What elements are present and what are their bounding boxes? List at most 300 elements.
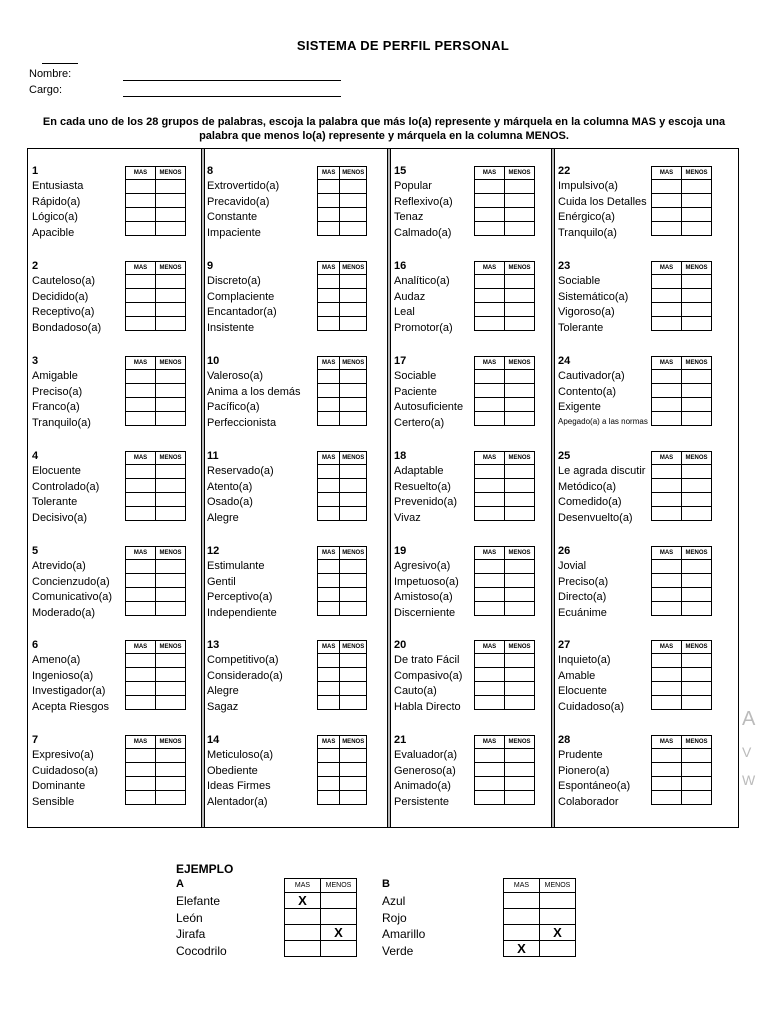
group-word: Cuida los Detalles: [558, 195, 647, 208]
mas-cell[interactable]: [126, 493, 156, 507]
word-group: [392, 244, 554, 334]
menos-cell[interactable]: [682, 222, 712, 236]
word-group: [30, 149, 192, 239]
menos-cell[interactable]: [321, 941, 357, 957]
mark-table: [317, 546, 367, 616]
menos-header: MENOS: [505, 262, 535, 275]
menos-header: MENOS: [156, 641, 186, 654]
mas-cell[interactable]: [126, 303, 156, 317]
mas-cell[interactable]: [475, 763, 505, 777]
menos-cell[interactable]: [682, 317, 712, 331]
menos-cell[interactable]: [505, 275, 535, 289]
mas-cell[interactable]: [318, 602, 340, 616]
mas-cell[interactable]: [475, 180, 505, 194]
mas-cell[interactable]: [126, 602, 156, 616]
mas-cell[interactable]: [652, 384, 682, 398]
menos-cell[interactable]: [340, 479, 367, 493]
group-word: Preciso(a): [32, 385, 83, 398]
menos-cell[interactable]: [505, 602, 535, 616]
menos-cell[interactable]: [682, 465, 712, 479]
mas-cell[interactable]: [475, 479, 505, 493]
menos-cell[interactable]: [156, 208, 186, 222]
menos-cell[interactable]: [156, 384, 186, 398]
menos-cell[interactable]: [682, 749, 712, 763]
menos-cell[interactable]: [156, 370, 186, 384]
mas-cell[interactable]: [126, 588, 156, 602]
mas-cell[interactable]: [126, 791, 156, 805]
mas-cell[interactable]: X: [504, 941, 540, 957]
menos-cell[interactable]: [156, 194, 186, 208]
menos-cell[interactable]: [156, 412, 186, 426]
mas-cell[interactable]: [318, 763, 340, 777]
mas-cell[interactable]: [652, 493, 682, 507]
menos-cell[interactable]: [505, 222, 535, 236]
menos-header: MENOS: [156, 357, 186, 370]
menos-cell[interactable]: [505, 412, 535, 426]
menos-cell[interactable]: [505, 574, 535, 588]
group-number: 9: [207, 260, 214, 272]
mas-cell[interactable]: [318, 398, 340, 412]
role-label: Cargo:: [29, 84, 63, 96]
word-group: [205, 434, 367, 524]
menos-cell[interactable]: [340, 777, 367, 791]
menos-cell[interactable]: [321, 893, 357, 909]
mas-cell[interactable]: [126, 317, 156, 331]
group-word: Cauteloso(a): [32, 275, 95, 287]
menos-cell[interactable]: [340, 208, 367, 222]
group-word: Tranquilo(a): [32, 416, 91, 429]
mas-cell[interactable]: [318, 493, 340, 507]
menos-cell[interactable]: [340, 654, 367, 668]
role-field[interactable]: [123, 96, 341, 97]
menos-cell[interactable]: [505, 194, 535, 208]
menos-cell[interactable]: [505, 479, 535, 493]
mas-cell[interactable]: [318, 465, 340, 479]
mas-cell[interactable]: [126, 222, 156, 236]
mas-cell[interactable]: [475, 749, 505, 763]
mas-cell[interactable]: [504, 909, 540, 925]
menos-cell[interactable]: [340, 560, 367, 574]
menos-cell[interactable]: [340, 791, 367, 805]
mas-cell[interactable]: [318, 479, 340, 493]
menos-cell[interactable]: [682, 493, 712, 507]
menos-cell[interactable]: [340, 412, 367, 426]
menos-cell[interactable]: [505, 791, 535, 805]
side-fragment: W: [742, 772, 756, 788]
menos-cell[interactable]: [340, 493, 367, 507]
mas-cell[interactable]: [318, 384, 340, 398]
group-number: 23: [558, 260, 571, 272]
mas-cell[interactable]: [652, 791, 682, 805]
menos-cell[interactable]: [156, 317, 186, 331]
mas-cell[interactable]: [126, 749, 156, 763]
group-word: Cautivador(a): [558, 370, 625, 382]
mas-cell[interactable]: [475, 370, 505, 384]
menos-cell[interactable]: [340, 370, 367, 384]
mas-cell[interactable]: [126, 654, 156, 668]
menos-cell[interactable]: [505, 682, 535, 696]
mas-cell[interactable]: [318, 588, 340, 602]
mas-cell[interactable]: [652, 763, 682, 777]
example-word: Jirafa: [176, 927, 206, 941]
mas-header: MAS: [318, 262, 340, 275]
mas-cell[interactable]: [475, 696, 505, 710]
menos-cell[interactable]: [156, 763, 186, 777]
mas-cell[interactable]: [318, 668, 340, 682]
menos-cell[interactable]: [682, 574, 712, 588]
mas-cell[interactable]: [126, 370, 156, 384]
menos-cell[interactable]: [505, 763, 535, 777]
example-word: Amarillo: [382, 927, 426, 941]
group-word: Agresivo(a): [394, 560, 451, 572]
menos-cell[interactable]: [505, 588, 535, 602]
menos-cell[interactable]: [340, 602, 367, 616]
menos-cell[interactable]: [156, 465, 186, 479]
menos-cell[interactable]: [156, 560, 186, 574]
mas-cell[interactable]: [318, 696, 340, 710]
word-group: [392, 718, 554, 808]
menos-cell[interactable]: [340, 696, 367, 710]
menos-cell[interactable]: [321, 909, 357, 925]
mas-cell[interactable]: [126, 289, 156, 303]
menos-cell[interactable]: [156, 791, 186, 805]
mas-cell[interactable]: [318, 791, 340, 805]
word-group: [205, 529, 367, 619]
group-word: Decidido(a): [32, 290, 89, 303]
mas-cell[interactable]: [475, 222, 505, 236]
menos-cell[interactable]: [340, 682, 367, 696]
menos-cell[interactable]: [156, 222, 186, 236]
group-number: 15: [394, 165, 407, 177]
mas-cell[interactable]: [652, 398, 682, 412]
mas-cell[interactable]: [318, 777, 340, 791]
mas-cell[interactable]: [126, 763, 156, 777]
menos-header: MENOS: [321, 879, 357, 893]
mas-cell[interactable]: [126, 194, 156, 208]
menos-cell[interactable]: [340, 749, 367, 763]
mas-cell[interactable]: [318, 370, 340, 384]
menos-cell[interactable]: [156, 749, 186, 763]
mas-cell[interactable]: [652, 588, 682, 602]
mas-cell[interactable]: [318, 682, 340, 696]
mas-cell[interactable]: [318, 208, 340, 222]
menos-cell[interactable]: [682, 654, 712, 668]
mas-cell[interactable]: [652, 194, 682, 208]
menos-cell[interactable]: [505, 289, 535, 303]
mas-cell[interactable]: [652, 275, 682, 289]
mas-cell[interactable]: [652, 574, 682, 588]
mas-cell[interactable]: [475, 289, 505, 303]
menos-cell[interactable]: [156, 479, 186, 493]
menos-cell[interactable]: [505, 303, 535, 317]
menos-cell[interactable]: [156, 602, 186, 616]
mas-cell[interactable]: [126, 479, 156, 493]
menos-cell[interactable]: [340, 303, 367, 317]
group-word: Certero(a): [394, 416, 445, 429]
mas-cell[interactable]: [652, 303, 682, 317]
mas-cell[interactable]: [318, 303, 340, 317]
menos-cell[interactable]: [340, 398, 367, 412]
menos-cell[interactable]: [682, 412, 712, 426]
menos-cell[interactable]: [340, 507, 367, 521]
mas-cell[interactable]: [126, 507, 156, 521]
mas-cell[interactable]: [475, 208, 505, 222]
menos-cell[interactable]: [156, 668, 186, 682]
group-word: Vivaz: [394, 511, 421, 524]
mas-cell[interactable]: [285, 909, 321, 925]
mas-cell[interactable]: [652, 222, 682, 236]
mas-cell[interactable]: [652, 180, 682, 194]
menos-cell[interactable]: [340, 763, 367, 777]
mas-header: MAS: [475, 262, 505, 275]
menos-cell[interactable]: [540, 941, 576, 957]
mas-cell[interactable]: [652, 479, 682, 493]
mas-header: MAS: [475, 357, 505, 370]
mas-cell[interactable]: [126, 696, 156, 710]
group-word: Paciente: [394, 385, 437, 398]
mas-cell[interactable]: [126, 384, 156, 398]
mas-cell[interactable]: [318, 560, 340, 574]
mas-cell[interactable]: [318, 180, 340, 194]
menos-cell[interactable]: X: [321, 925, 357, 941]
menos-cell[interactable]: [340, 588, 367, 602]
menos-cell[interactable]: [682, 588, 712, 602]
side-fragment: A: [742, 708, 756, 730]
menos-cell[interactable]: [682, 275, 712, 289]
mas-cell[interactable]: [126, 180, 156, 194]
mas-cell[interactable]: [652, 668, 682, 682]
menos-cell[interactable]: [682, 180, 712, 194]
mas-cell[interactable]: [475, 668, 505, 682]
menos-cell[interactable]: [682, 398, 712, 412]
menos-cell[interactable]: [682, 208, 712, 222]
menos-cell[interactable]: [156, 777, 186, 791]
menos-cell[interactable]: [340, 317, 367, 331]
mas-cell[interactable]: [126, 668, 156, 682]
mas-cell[interactable]: [318, 194, 340, 208]
mas-cell[interactable]: [475, 384, 505, 398]
menos-cell[interactable]: [540, 893, 576, 909]
menos-cell[interactable]: [505, 465, 535, 479]
menos-cell[interactable]: [505, 777, 535, 791]
mas-cell[interactable]: [475, 588, 505, 602]
mas-cell[interactable]: [475, 398, 505, 412]
mas-cell[interactable]: [475, 777, 505, 791]
menos-cell[interactable]: [156, 696, 186, 710]
menos-cell[interactable]: [340, 668, 367, 682]
mas-cell[interactable]: [475, 654, 505, 668]
menos-cell[interactable]: [682, 289, 712, 303]
mas-cell[interactable]: [475, 507, 505, 521]
menos-cell[interactable]: [340, 574, 367, 588]
menos-cell[interactable]: [156, 588, 186, 602]
mas-cell[interactable]: [652, 749, 682, 763]
group-number: 19: [394, 545, 407, 557]
menos-cell[interactable]: [156, 289, 186, 303]
menos-cell[interactable]: [540, 909, 576, 925]
menos-cell[interactable]: [682, 791, 712, 805]
mas-cell[interactable]: [652, 696, 682, 710]
menos-cell[interactable]: [505, 317, 535, 331]
mas-cell[interactable]: [475, 465, 505, 479]
menos-cell[interactable]: [505, 560, 535, 574]
name-label-rule: [42, 63, 78, 64]
menos-cell[interactable]: [682, 777, 712, 791]
menos-cell[interactable]: [505, 370, 535, 384]
mas-cell[interactable]: [475, 317, 505, 331]
mark-table: [125, 261, 186, 331]
menos-cell[interactable]: [505, 507, 535, 521]
menos-cell[interactable]: [505, 696, 535, 710]
menos-cell[interactable]: [340, 194, 367, 208]
mark-table: [651, 640, 712, 710]
mas-cell[interactable]: [475, 194, 505, 208]
menos-cell[interactable]: [505, 749, 535, 763]
menos-cell[interactable]: [340, 384, 367, 398]
mas-cell[interactable]: [126, 208, 156, 222]
menos-cell[interactable]: [156, 574, 186, 588]
group-word: Impetuoso(a): [394, 575, 459, 588]
group-word: Persistente: [394, 795, 450, 808]
name-field[interactable]: [123, 80, 341, 81]
menos-cell[interactable]: [340, 465, 367, 479]
group-word: Ecuánime: [558, 606, 607, 619]
mas-cell[interactable]: [652, 465, 682, 479]
menos-cell[interactable]: [682, 763, 712, 777]
group-word: Colaborador: [558, 795, 619, 808]
mas-cell[interactable]: [318, 749, 340, 763]
menos-cell[interactable]: [682, 560, 712, 574]
menos-cell[interactable]: [682, 696, 712, 710]
mas-cell[interactable]: [504, 925, 540, 941]
group-word: Exigente: [558, 401, 601, 414]
menos-cell[interactable]: [340, 275, 367, 289]
mas-cell[interactable]: [126, 682, 156, 696]
menos-cell[interactable]: [682, 370, 712, 384]
group-word: Calmado(a): [394, 226, 452, 239]
menos-cell[interactable]: [505, 668, 535, 682]
mas-header: MAS: [318, 641, 340, 654]
mas-cell[interactable]: [475, 602, 505, 616]
menos-cell[interactable]: [682, 384, 712, 398]
mas-cell[interactable]: [652, 370, 682, 384]
example-mark-table: [284, 878, 357, 957]
menos-cell[interactable]: [505, 654, 535, 668]
mas-cell[interactable]: [652, 777, 682, 791]
mas-cell[interactable]: [318, 289, 340, 303]
mas-cell[interactable]: [652, 289, 682, 303]
menos-cell[interactable]: [682, 479, 712, 493]
menos-cell[interactable]: [340, 222, 367, 236]
menos-cell[interactable]: [505, 493, 535, 507]
mas-cell[interactable]: [475, 791, 505, 805]
mas-cell[interactable]: [126, 398, 156, 412]
mas-cell[interactable]: [504, 893, 540, 909]
menos-cell[interactable]: [682, 668, 712, 682]
mas-cell[interactable]: [126, 574, 156, 588]
mas-cell[interactable]: [318, 507, 340, 521]
group-word: Sagaz: [207, 700, 239, 713]
menos-cell[interactable]: [156, 654, 186, 668]
word-group: [556, 623, 718, 713]
mas-cell[interactable]: [652, 654, 682, 668]
mas-cell[interactable]: [318, 317, 340, 331]
mas-cell[interactable]: [475, 303, 505, 317]
mas-cell[interactable]: [652, 412, 682, 426]
mas-cell[interactable]: [126, 465, 156, 479]
mark-table: [125, 166, 186, 236]
menos-cell[interactable]: [505, 398, 535, 412]
word-group: [392, 339, 554, 429]
mas-cell[interactable]: [652, 560, 682, 574]
menos-cell[interactable]: [682, 194, 712, 208]
mas-cell[interactable]: [318, 222, 340, 236]
mas-cell[interactable]: [475, 560, 505, 574]
mas-cell[interactable]: [126, 412, 156, 426]
menos-cell[interactable]: [682, 602, 712, 616]
menos-cell[interactable]: [505, 384, 535, 398]
mas-cell[interactable]: [652, 507, 682, 521]
mas-cell[interactable]: [126, 777, 156, 791]
menos-cell[interactable]: [156, 275, 186, 289]
mas-cell[interactable]: X: [285, 893, 321, 909]
menos-cell[interactable]: [156, 303, 186, 317]
mas-cell[interactable]: [318, 574, 340, 588]
menos-cell[interactable]: [156, 507, 186, 521]
menos-cell[interactable]: [682, 507, 712, 521]
example-word: Rojo: [382, 910, 407, 925]
menos-cell[interactable]: [340, 289, 367, 303]
menos-cell[interactable]: [156, 398, 186, 412]
mas-cell[interactable]: [126, 560, 156, 574]
mas-cell[interactable]: [318, 412, 340, 426]
mas-cell[interactable]: [318, 654, 340, 668]
menos-cell[interactable]: [682, 303, 712, 317]
mas-cell[interactable]: [475, 574, 505, 588]
menos-cell[interactable]: [682, 682, 712, 696]
word-group: [556, 529, 718, 619]
group-number: 13: [207, 639, 220, 651]
mas-header: MAS: [652, 547, 682, 560]
group-word: Controlado(a): [32, 480, 100, 493]
menos-header: MENOS: [505, 736, 535, 749]
menos-cell[interactable]: [156, 493, 186, 507]
group-number: 5: [32, 545, 39, 557]
mas-cell[interactable]: [652, 682, 682, 696]
mas-cell[interactable]: [475, 493, 505, 507]
menos-cell[interactable]: X: [540, 925, 576, 941]
menos-cell[interactable]: [156, 180, 186, 194]
mas-cell[interactable]: [475, 412, 505, 426]
menos-header: MENOS: [340, 547, 367, 560]
example-a-label: A: [176, 878, 184, 890]
mas-cell[interactable]: [475, 682, 505, 696]
menos-cell[interactable]: [156, 682, 186, 696]
menos-cell[interactable]: [505, 180, 535, 194]
menos-cell[interactable]: [340, 180, 367, 194]
word-group: [30, 434, 192, 524]
mas-cell[interactable]: [652, 208, 682, 222]
mas-cell[interactable]: [285, 925, 321, 941]
mas-cell[interactable]: [652, 317, 682, 331]
mas-cell[interactable]: [652, 602, 682, 616]
mas-cell[interactable]: [318, 275, 340, 289]
menos-cell[interactable]: [505, 208, 535, 222]
group-word: Independiente: [207, 606, 277, 619]
mas-cell[interactable]: [475, 275, 505, 289]
mas-cell[interactable]: [285, 941, 321, 957]
mas-cell[interactable]: [126, 275, 156, 289]
